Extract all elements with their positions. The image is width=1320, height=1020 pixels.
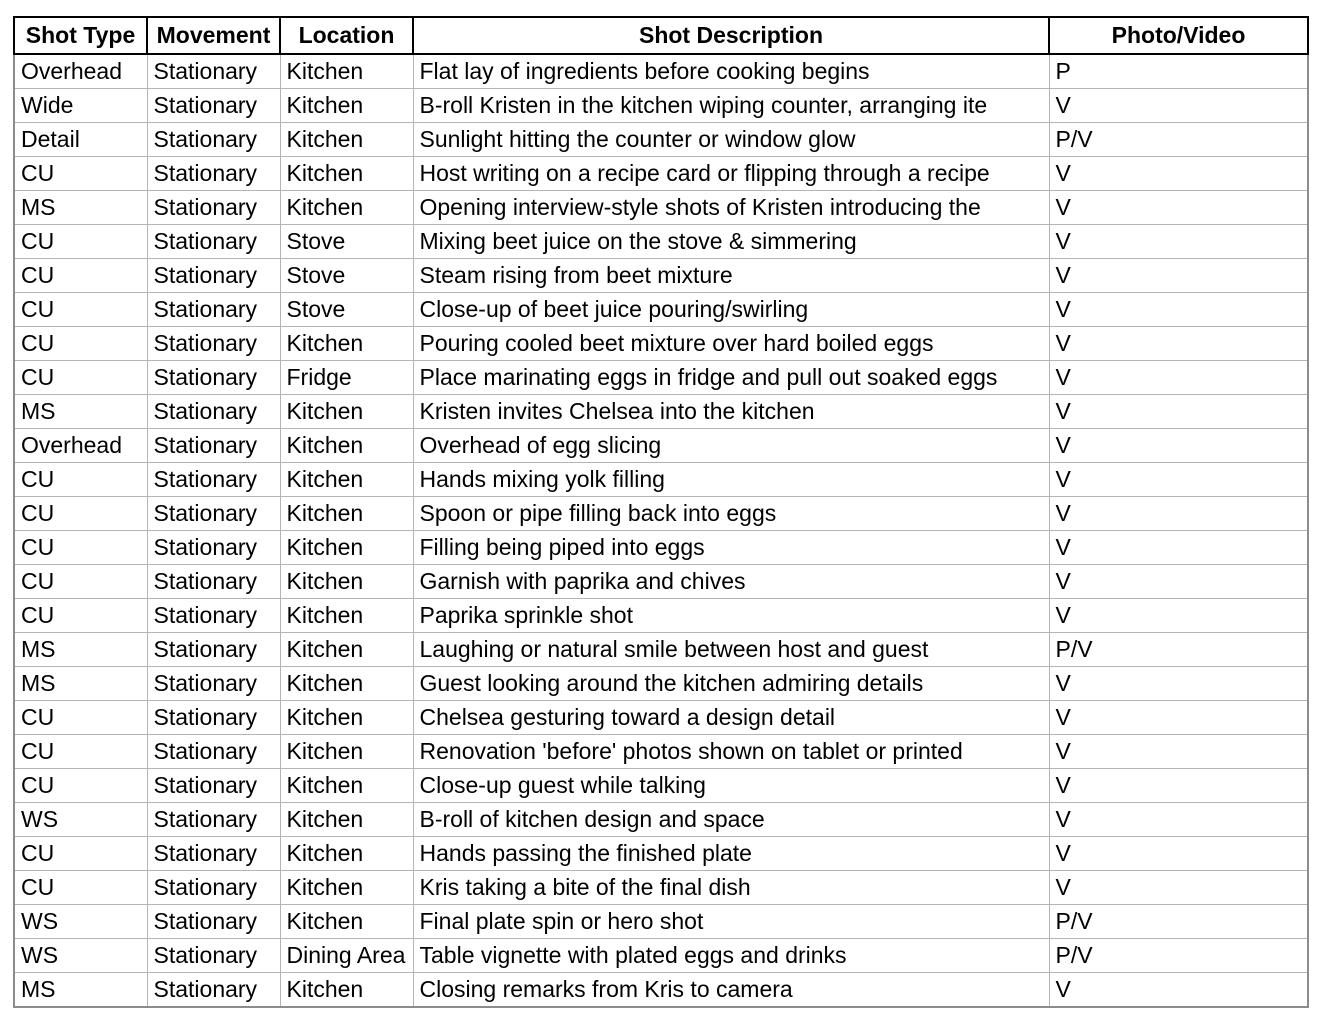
cell-location[interactable]: Kitchen xyxy=(280,429,413,463)
cell-photo-video[interactable]: P/V xyxy=(1049,905,1308,939)
cell-location[interactable]: Kitchen xyxy=(280,565,413,599)
cell-shot-type[interactable]: CU xyxy=(14,837,147,871)
cell-photo-video[interactable]: V xyxy=(1049,701,1308,735)
cell-location[interactable]: Kitchen xyxy=(280,803,413,837)
cell-shot-type[interactable]: WS xyxy=(14,905,147,939)
cell-shot-description[interactable]: Flat lay of ingredients before cooking begins xyxy=(413,54,1049,89)
cell-shot-type[interactable]: CU xyxy=(14,259,147,293)
cell-shot-type[interactable]: WS xyxy=(14,803,147,837)
cell-location[interactable]: Kitchen xyxy=(280,327,413,361)
cell-shot-type[interactable]: CU xyxy=(14,361,147,395)
table-row xyxy=(14,429,1308,463)
cell-movement[interactable]: Stationary xyxy=(147,395,280,429)
table-row xyxy=(14,497,1308,531)
cell-location[interactable]: Kitchen xyxy=(280,497,413,531)
table-row xyxy=(14,157,1308,191)
cell-shot-description[interactable]: Mixing beet juice on the stove & simmering xyxy=(413,225,1049,259)
cell-shot-description[interactable]: B-roll of kitchen design and space xyxy=(413,803,1049,837)
cell-shot-description[interactable]: Close-up of beet juice pouring/swirling xyxy=(413,293,1049,327)
cell-photo-video[interactable]: V xyxy=(1049,157,1308,191)
cell-photo-video[interactable]: V xyxy=(1049,497,1308,531)
cell-shot-type[interactable]: CU xyxy=(14,769,147,803)
cell-movement[interactable]: Stationary xyxy=(147,327,280,361)
table-row xyxy=(14,327,1308,361)
cell-photo-video[interactable]: V xyxy=(1049,225,1308,259)
table-row xyxy=(14,225,1308,259)
cell-movement[interactable]: Stationary xyxy=(147,89,280,123)
table-row xyxy=(14,259,1308,293)
cell-shot-description[interactable]: Steam rising from beet mixture xyxy=(413,259,1049,293)
cell-photo-video[interactable]: V xyxy=(1049,769,1308,803)
cell-shot-type[interactable]: CU xyxy=(14,871,147,905)
table-header xyxy=(14,17,1308,54)
cell-shot-description[interactable]: Renovation 'before' photos shown on tablet or printed xyxy=(413,735,1049,769)
cell-photo-video[interactable]: P/V xyxy=(1049,939,1308,973)
table-row xyxy=(14,395,1308,429)
cell-shot-description[interactable]: Laughing or natural smile between host and guest xyxy=(413,633,1049,667)
cell-movement[interactable]: Stationary xyxy=(147,497,280,531)
cell-location[interactable]: Kitchen xyxy=(280,701,413,735)
cell-shot-type[interactable]: MS xyxy=(14,191,147,225)
cell-location[interactable]: Stove xyxy=(280,293,413,327)
cell-location[interactable]: Kitchen xyxy=(280,531,413,565)
cell-photo-video[interactable]: P/V xyxy=(1049,633,1308,667)
cell-location[interactable]: Kitchen xyxy=(280,54,413,89)
cell-shot-type[interactable]: CU xyxy=(14,497,147,531)
cell-shot-description[interactable]: Pouring cooled beet mixture over hard boiled eggs xyxy=(413,327,1049,361)
table-row xyxy=(14,463,1308,497)
cell-shot-type[interactable]: MS xyxy=(14,667,147,701)
cell-location[interactable]: Kitchen xyxy=(280,633,413,667)
cell-shot-description[interactable]: Closing remarks from Kris to camera xyxy=(413,973,1049,1008)
header-shot-type[interactable]: Shot Type xyxy=(14,17,147,54)
shot-list-table xyxy=(13,16,1309,1008)
cell-photo-video[interactable]: V xyxy=(1049,565,1308,599)
cell-shot-type[interactable]: CU xyxy=(14,157,147,191)
table-row xyxy=(14,735,1308,769)
cell-shot-type[interactable]: CU xyxy=(14,531,147,565)
cell-photo-video[interactable]: V xyxy=(1049,259,1308,293)
cell-location[interactable]: Kitchen xyxy=(280,905,413,939)
cell-movement[interactable]: Stationary xyxy=(147,667,280,701)
header-movement[interactable]: Movement xyxy=(147,17,280,54)
header-location[interactable]: Location xyxy=(280,17,413,54)
cell-shot-description[interactable]: Close-up guest while talking xyxy=(413,769,1049,803)
cell-location[interactable]: Dining Area xyxy=(280,939,413,973)
cell-location[interactable]: Kitchen xyxy=(280,157,413,191)
cell-shot-type[interactable]: Overhead xyxy=(14,54,147,89)
cell-shot-description[interactable]: Overhead of egg slicing xyxy=(413,429,1049,463)
cell-shot-type[interactable]: MS xyxy=(14,633,147,667)
table-row xyxy=(14,599,1308,633)
cell-photo-video[interactable]: V xyxy=(1049,735,1308,769)
cell-movement[interactable]: Stationary xyxy=(147,837,280,871)
cell-movement[interactable]: Stationary xyxy=(147,633,280,667)
cell-shot-description[interactable]: Final plate spin or hero shot xyxy=(413,905,1049,939)
table-row xyxy=(14,939,1308,973)
table-row xyxy=(14,905,1308,939)
cell-movement[interactable]: Stationary xyxy=(147,565,280,599)
cell-location[interactable]: Kitchen xyxy=(280,769,413,803)
cell-movement[interactable]: Stationary xyxy=(147,225,280,259)
cell-photo-video[interactable]: V xyxy=(1049,803,1308,837)
cell-shot-description[interactable]: Spoon or pipe filling back into eggs xyxy=(413,497,1049,531)
cell-location[interactable]: Stove xyxy=(280,225,413,259)
cell-photo-video[interactable]: V xyxy=(1049,871,1308,905)
cell-location[interactable]: Kitchen xyxy=(280,973,413,1008)
cell-shot-description[interactable]: Hands mixing yolk filling xyxy=(413,463,1049,497)
cell-movement[interactable]: Stationary xyxy=(147,871,280,905)
cell-movement[interactable]: Stationary xyxy=(147,293,280,327)
cell-movement[interactable]: Stationary xyxy=(147,701,280,735)
cell-shot-description[interactable]: Paprika sprinkle shot xyxy=(413,599,1049,633)
cell-photo-video[interactable]: V xyxy=(1049,361,1308,395)
cell-shot-description[interactable]: Garnish with paprika and chives xyxy=(413,565,1049,599)
cell-photo-video[interactable]: V xyxy=(1049,191,1308,225)
cell-movement[interactable]: Stationary xyxy=(147,769,280,803)
cell-shot-description[interactable]: Hands passing the finished plate xyxy=(413,837,1049,871)
cell-photo-video[interactable]: V xyxy=(1049,531,1308,565)
cell-shot-type[interactable]: CU xyxy=(14,463,147,497)
cell-shot-type[interactable]: MS xyxy=(14,973,147,1008)
table-row xyxy=(14,837,1308,871)
cell-location[interactable]: Kitchen xyxy=(280,191,413,225)
cell-shot-type[interactable]: CU xyxy=(14,327,147,361)
table-row xyxy=(14,54,1308,89)
table-row xyxy=(14,293,1308,327)
header-row xyxy=(14,17,1308,54)
cell-photo-video[interactable]: V xyxy=(1049,327,1308,361)
cell-photo-video[interactable]: V xyxy=(1049,667,1308,701)
table-row xyxy=(14,803,1308,837)
cell-photo-video[interactable]: V xyxy=(1049,463,1308,497)
cell-photo-video[interactable]: V xyxy=(1049,599,1308,633)
cell-movement[interactable]: Stationary xyxy=(147,361,280,395)
cell-shot-type[interactable]: CU xyxy=(14,735,147,769)
cell-movement[interactable]: Stationary xyxy=(147,54,280,89)
cell-movement[interactable]: Stationary xyxy=(147,157,280,191)
cell-shot-description[interactable]: Opening interview-style shots of Kristen introducing the xyxy=(413,191,1049,225)
cell-movement[interactable]: Stationary xyxy=(147,123,280,157)
header-photo-video[interactable]: Photo/Video xyxy=(1049,17,1308,54)
cell-movement[interactable]: Stationary xyxy=(147,735,280,769)
cell-shot-type[interactable]: CU xyxy=(14,225,147,259)
cell-photo-video[interactable]: P/V xyxy=(1049,123,1308,157)
cell-movement[interactable]: Stationary xyxy=(147,803,280,837)
cell-photo-video[interactable]: V xyxy=(1049,429,1308,463)
cell-shot-description[interactable]: Kristen invites Chelsea into the kitchen xyxy=(413,395,1049,429)
cell-photo-video[interactable]: V xyxy=(1049,973,1308,1008)
cell-photo-video[interactable]: P xyxy=(1049,54,1308,89)
cell-shot-description[interactable]: Table vignette with plated eggs and drinks xyxy=(413,939,1049,973)
table-row xyxy=(14,973,1308,1008)
cell-photo-video[interactable]: V xyxy=(1049,89,1308,123)
cell-shot-type[interactable]: CU xyxy=(14,701,147,735)
cell-shot-type[interactable]: CU xyxy=(14,565,147,599)
cell-movement[interactable]: Stationary xyxy=(147,905,280,939)
table-row xyxy=(14,361,1308,395)
cell-shot-description[interactable]: Place marinating eggs in fridge and pull out soaked eggs xyxy=(413,361,1049,395)
table-row xyxy=(14,191,1308,225)
cell-photo-video[interactable]: V xyxy=(1049,395,1308,429)
cell-location[interactable]: Kitchen xyxy=(280,837,413,871)
table-body xyxy=(14,54,1308,1007)
table-row xyxy=(14,531,1308,565)
cell-movement[interactable]: Stationary xyxy=(147,531,280,565)
cell-photo-video[interactable]: V xyxy=(1049,837,1308,871)
cell-shot-description[interactable]: Filling being piped into eggs xyxy=(413,531,1049,565)
table-row xyxy=(14,667,1308,701)
cell-location[interactable]: Kitchen xyxy=(280,395,413,429)
cell-movement[interactable]: Stationary xyxy=(147,259,280,293)
cell-shot-type[interactable]: WS xyxy=(14,939,147,973)
cell-movement[interactable]: Stationary xyxy=(147,429,280,463)
cell-shot-description[interactable]: Sunlight hitting the counter or window glow xyxy=(413,123,1049,157)
cell-shot-description[interactable]: B-roll Kristen in the kitchen wiping counter, arranging ite xyxy=(413,89,1049,123)
table-row xyxy=(14,769,1308,803)
table-row xyxy=(14,701,1308,735)
cell-location[interactable]: Kitchen xyxy=(280,463,413,497)
cell-shot-description[interactable]: Host writing on a recipe card or flipping through a recipe xyxy=(413,157,1049,191)
cell-shot-description[interactable]: Guest looking around the kitchen admiring details xyxy=(413,667,1049,701)
cell-movement[interactable]: Stationary xyxy=(147,463,280,497)
table-row xyxy=(14,89,1308,123)
cell-location[interactable]: Kitchen xyxy=(280,599,413,633)
cell-shot-type[interactable]: MS xyxy=(14,395,147,429)
cell-location[interactable]: Kitchen xyxy=(280,871,413,905)
cell-shot-type[interactable]: Wide xyxy=(14,89,147,123)
cell-location[interactable]: Kitchen xyxy=(280,123,413,157)
cell-movement[interactable]: Stationary xyxy=(147,599,280,633)
table-row xyxy=(14,565,1308,599)
table-row xyxy=(14,123,1308,157)
cell-movement[interactable]: Stationary xyxy=(147,939,280,973)
cell-location[interactable]: Kitchen xyxy=(280,735,413,769)
cell-location[interactable]: Kitchen xyxy=(280,89,413,123)
cell-location[interactable]: Stove xyxy=(280,259,413,293)
table-row xyxy=(14,633,1308,667)
cell-shot-type[interactable]: Detail xyxy=(14,123,147,157)
cell-movement[interactable]: Stationary xyxy=(147,191,280,225)
cell-movement[interactable]: Stationary xyxy=(147,973,280,1008)
cell-shot-description[interactable]: Chelsea gesturing toward a design detail xyxy=(413,701,1049,735)
cell-photo-video[interactable]: V xyxy=(1049,293,1308,327)
cell-location[interactable]: Fridge xyxy=(280,361,413,395)
cell-location[interactable]: Kitchen xyxy=(280,667,413,701)
header-shot-description[interactable]: Shot Description xyxy=(413,17,1049,54)
table-row xyxy=(14,871,1308,905)
cell-shot-type[interactable]: CU xyxy=(14,599,147,633)
cell-shot-description[interactable]: Kris taking a bite of the final dish xyxy=(413,871,1049,905)
cell-shot-type[interactable]: CU xyxy=(14,293,147,327)
cell-shot-type[interactable]: Overhead xyxy=(14,429,147,463)
